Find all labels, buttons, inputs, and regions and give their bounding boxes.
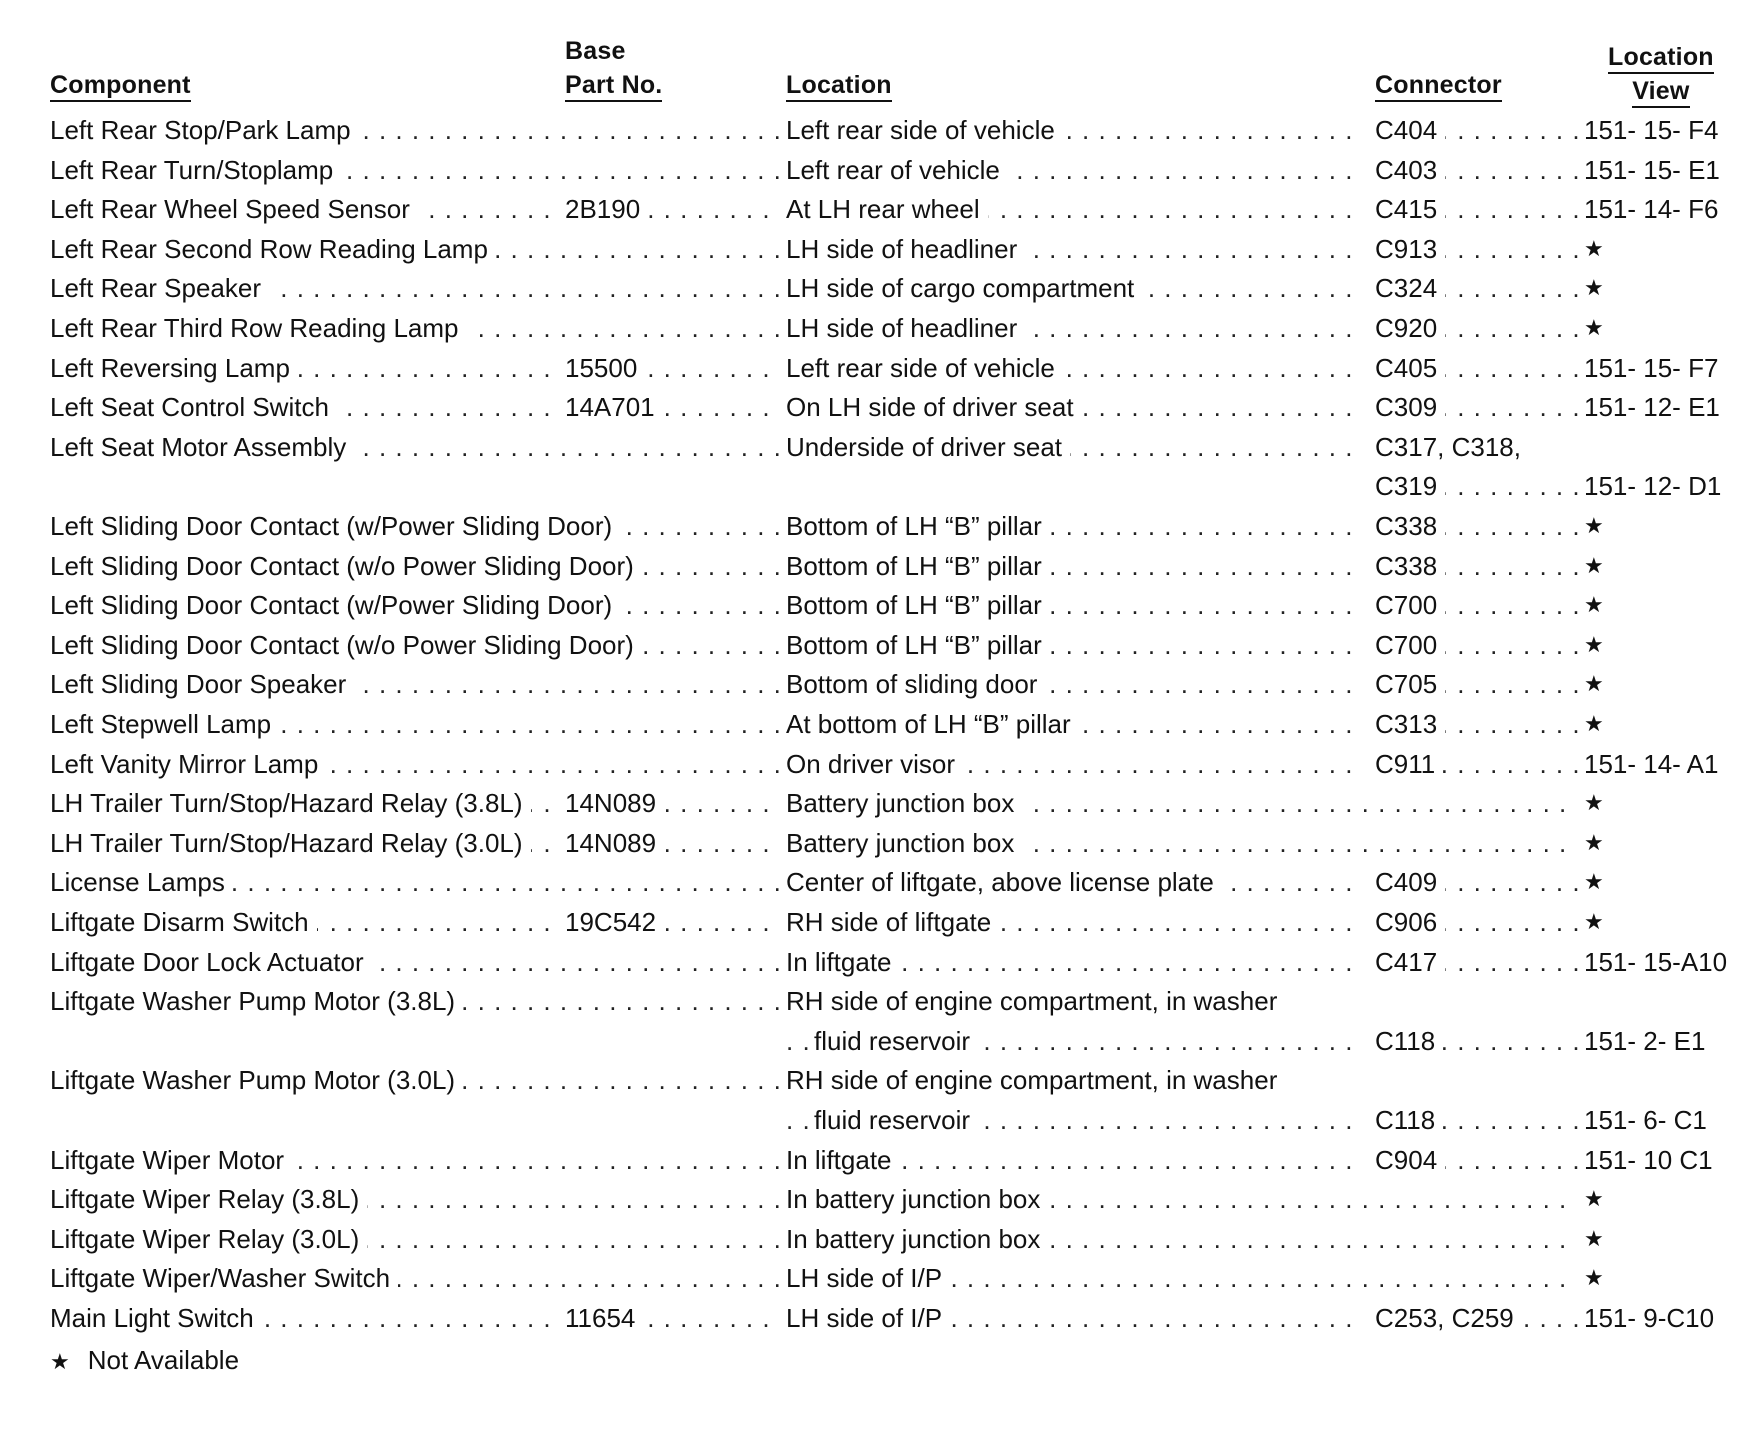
not-available-star: ★ (1584, 315, 1604, 340)
component-cell: Left Rear Third Row Reading Lamp . . . (50, 308, 780, 348)
connector-cell: C313 . . . (1375, 704, 1580, 744)
location-view-cell: 151- 9-C10 (1584, 1303, 1715, 1333)
footnote (50, 1340, 239, 1382)
location-view-cell: 151- 15-A10 (1584, 946, 1728, 977)
connector-cell: C404 . . . (1375, 110, 1580, 150)
table-row (0, 189, 1742, 229)
location-cell: Bottom of LH “B” pillar . . . (786, 506, 1364, 546)
connector-cell: C904 . . . (1375, 1140, 1580, 1180)
connector-cell: C324 . . . (1375, 268, 1580, 308)
component-cell: Left Seat Motor Assembly . . . (50, 427, 780, 467)
location-cell: Center of liftgate, above license plate . . . (786, 862, 1364, 902)
table-row (0, 348, 1742, 388)
connector-cell: C920 . . . (1375, 308, 1580, 348)
component-cell: Liftgate Door Lock Actuator . . . (50, 942, 780, 982)
part-number-cell: 14N089 . . . (565, 823, 780, 863)
component-cell: Left Rear Turn/Stoplamp . . . (50, 150, 780, 190)
component-cell: Liftgate Disarm Switch . . . (50, 902, 555, 942)
location-cell: In battery junction box . . . (786, 1219, 1576, 1259)
table-row (0, 308, 1742, 348)
not-available-star: ★ (1584, 909, 1604, 934)
star-icon: ★ (50, 1349, 70, 1374)
not-available-star: ★ (1584, 1265, 1604, 1291)
component-cell: Liftgate Washer Pump Motor (3.8L) . . . (50, 981, 780, 1021)
header-connector: Connector (1375, 68, 1502, 102)
connector-cell: C319 . . . (1375, 466, 1580, 506)
connector-cell: C118 . . . (1375, 1100, 1580, 1140)
component-cell: Liftgate Wiper Relay (3.0L) . . . (50, 1219, 780, 1259)
not-available-star: ★ (1584, 1186, 1604, 1212)
location-view-cell: 151- 12- D1 (1584, 471, 1722, 502)
connector-cell: C118 . . . (1375, 1021, 1580, 1061)
location-cell: Left rear side of vehicle . . . (786, 110, 1364, 150)
location-cell: LH side of I/P . . . (786, 1298, 1364, 1338)
part-number-cell: 14A701 . . . (565, 387, 780, 427)
table-row (0, 150, 1742, 190)
not-available-star: ★ (1584, 631, 1604, 657)
component-cell: Liftgate Washer Pump Motor (3.0L) . . . (50, 1060, 780, 1100)
header-location: Location (786, 68, 892, 102)
connector-cell: C338 . . . (1375, 546, 1580, 586)
table-row (0, 1179, 1742, 1219)
location-cell: Bottom of LH “B” pillar . . . (786, 625, 1364, 665)
location-view-cell: 151- 15- E1 (1584, 154, 1720, 185)
connector-cell: C700 . . . (1375, 585, 1580, 625)
location-view-cell: 151- 15- F4 (1584, 115, 1719, 145)
table-row (0, 427, 1742, 467)
location-cell: LH side of cargo compartment . . . (786, 268, 1364, 308)
table-row (0, 585, 1742, 625)
component-cell: License Lamps . . . (50, 862, 780, 902)
location-cell: Battery junction box . . . (786, 823, 1576, 863)
location-cell: RH side of engine compartment, in washer (786, 986, 1278, 1017)
component-cell: Left Rear Speaker . . . (50, 268, 780, 308)
location-view-cell: 151- 14- A1 (1584, 748, 1719, 779)
table-row (0, 1258, 1742, 1298)
connector-cell: C705 . . . (1375, 664, 1580, 704)
component-cell: Left Vanity Mirror Lamp . . . (50, 744, 780, 784)
component-cell: Left Sliding Door Speaker . . . (50, 664, 780, 704)
location-cell (786, 466, 1364, 506)
not-available-star: ★ (1584, 869, 1604, 895)
location-cell: Bottom of sliding door . . . (786, 664, 1364, 704)
not-available-star: ★ (1584, 790, 1604, 816)
location-cell: In liftgate . . . (786, 1140, 1364, 1180)
location-cell: RH side of liftgate . . . (786, 902, 1364, 942)
not-available-star: ★ (1584, 1225, 1604, 1251)
table-row (0, 546, 1742, 586)
table-row (0, 704, 1742, 744)
table-row (0, 1021, 1742, 1061)
footnote-text: Not Available (87, 1345, 240, 1375)
location-cell: Bottom of LH “B” pillar . . . (786, 546, 1364, 586)
header-component: Component (50, 68, 191, 102)
table-row (0, 110, 1742, 150)
component-cell: Left Seat Control Switch . . . (50, 387, 555, 427)
table-row (0, 744, 1742, 784)
connector-cell: C417 . . . (1375, 942, 1580, 982)
component-cell: Liftgate Wiper/Washer Switch . . . (50, 1258, 780, 1298)
table-row (0, 823, 1742, 863)
table-row (0, 506, 1742, 546)
location-cell: On LH side of driver seat . . . (786, 387, 1364, 427)
location-cell: In liftgate . . . (786, 942, 1364, 982)
table-row (0, 942, 1742, 982)
location-cell: In battery junction box . . . (786, 1179, 1576, 1219)
location-view-cell: 151- 12- E1 (1584, 392, 1720, 423)
location-view-cell: 151- 6- C1 (1584, 1105, 1707, 1135)
header-location-view (1608, 40, 1714, 108)
location-cell: RH side of engine compartment, in washer (786, 1065, 1278, 1096)
part-number-cell: 15500 . . . (565, 348, 780, 388)
location-cell: At bottom of LH “B” pillar . . . (786, 704, 1364, 744)
header-view-top: Location (1608, 43, 1714, 74)
location-view-cell: 151- 2- E1 (1584, 1025, 1706, 1056)
table-row (0, 625, 1742, 665)
component-cell: Left Rear Stop/Park Lamp . . . (50, 110, 780, 150)
not-available-star: ★ (1584, 275, 1604, 301)
table-row (0, 1298, 1742, 1338)
location-cell: LH side of I/P . . . (786, 1258, 1576, 1298)
component-cell: Left Reversing Lamp . . . (50, 348, 555, 388)
table-row (0, 862, 1742, 902)
location-cell: fluid reservoir . . . (786, 1100, 1364, 1140)
not-available-star: ★ (1584, 552, 1604, 578)
table-row (0, 1219, 1742, 1259)
location-view-cell: 151- 15- F7 (1584, 352, 1719, 383)
part-number-cell: 11654 . . . (565, 1298, 780, 1338)
connector-cell: C403 . . . (1375, 150, 1580, 190)
not-available-star: ★ (1584, 235, 1604, 261)
connector-cell: C409 . . . (1375, 862, 1580, 902)
not-available-star: ★ (1584, 711, 1604, 736)
header-view-bottom: View (1632, 77, 1689, 108)
connector-cell: C405 . . . (1375, 348, 1580, 388)
location-cell: Bottom of LH “B” pillar . . . (786, 585, 1364, 625)
component-cell (50, 1100, 780, 1140)
table-row (0, 783, 1742, 823)
component-cell (50, 1021, 780, 1061)
table-row (0, 466, 1742, 506)
location-cell: fluid reservoir . . . (786, 1021, 1364, 1061)
component-cell: Liftgate Wiper Motor . . . (50, 1140, 780, 1180)
connector-cell: C700 . . . (1375, 625, 1580, 665)
component-cell: Left Rear Wheel Speed Sensor . . . (50, 189, 555, 229)
location-cell: On driver visor . . . (786, 744, 1364, 784)
table-row (0, 902, 1742, 942)
connector-cell: C338 . . . (1375, 506, 1580, 546)
not-available-star: ★ (1584, 829, 1604, 855)
component-cell: LH Trailer Turn/Stop/Hazard Relay (3.0L) . . . (50, 823, 555, 863)
connector-cell: C911 . . . (1375, 744, 1580, 784)
location-view-cell: 151- 14- F6 (1584, 194, 1719, 225)
connector-cell: C415 . . . (1375, 189, 1580, 229)
table-row (0, 664, 1742, 704)
location-cell: Battery junction box . . . (786, 783, 1576, 823)
table-row (0, 1060, 1742, 1100)
connector-cell: C253, C259 . . . (1375, 1298, 1580, 1338)
header-base-part (565, 34, 662, 102)
component-cell: Left Stepwell Lamp . . . (50, 704, 780, 744)
part-number-cell: 2B190 . . . (565, 189, 780, 229)
part-number-cell: 19C542 . . . (565, 902, 780, 942)
component-cell: Main Light Switch . . . (50, 1298, 555, 1338)
component-cell (50, 466, 780, 506)
component-cell: Left Sliding Door Contact (w/o Power Sliding Door) . . . (50, 625, 780, 665)
component-cell: Left Sliding Door Contact (w/Power Sliding Door) . . . (50, 506, 780, 546)
header-base-part-bottom: Part No. (565, 71, 662, 102)
location-cell: LH side of headliner . . . (786, 229, 1364, 269)
location-cell: Left rear side of vehicle . . . (786, 348, 1364, 388)
connector-cell: C913 . . . (1375, 229, 1580, 269)
not-available-star: ★ (1584, 671, 1604, 697)
component-cell: LH Trailer Turn/Stop/Hazard Relay (3.8L) . . . (50, 783, 555, 823)
component-cell: Liftgate Wiper Relay (3.8L) . . . (50, 1179, 780, 1219)
part-number-cell: 14N089 . . . (565, 783, 780, 823)
table-row (0, 1140, 1742, 1180)
connector-cell: C317, C318, (1375, 431, 1521, 462)
location-cell: Left rear of vehicle . . . (786, 150, 1364, 190)
component-cell: Left Sliding Door Contact (w/o Power Sliding Door) . . . (50, 546, 780, 586)
component-cell: Left Rear Second Row Reading Lamp . . . (50, 229, 780, 269)
not-available-star: ★ (1584, 592, 1604, 618)
location-cell: At LH rear wheel . . . (786, 189, 1364, 229)
table-row (0, 1100, 1742, 1140)
header-base-part-top: Base (565, 37, 626, 65)
table-row (0, 387, 1742, 427)
table-row (0, 229, 1742, 269)
connector-cell: C309 . . . (1375, 387, 1580, 427)
location-view-cell: 151- 10 C1 (1584, 1144, 1713, 1175)
not-available-star: ★ (1584, 513, 1604, 538)
component-cell: Left Sliding Door Contact (w/Power Sliding Door) . . . (50, 585, 780, 625)
connector-cell: C906 . . . (1375, 902, 1580, 942)
table-row (0, 981, 1742, 1021)
table-row (0, 268, 1742, 308)
location-cell: Underside of driver seat . . . (786, 427, 1364, 467)
location-cell: LH side of headliner . . . (786, 308, 1364, 348)
